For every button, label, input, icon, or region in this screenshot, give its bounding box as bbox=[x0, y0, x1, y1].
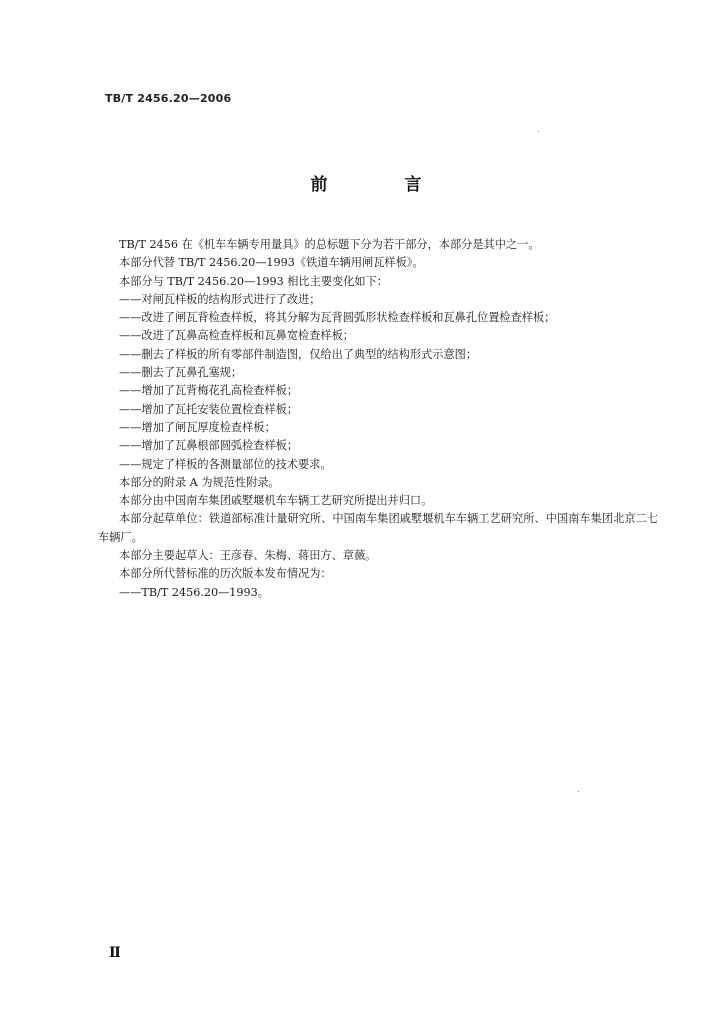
foreword-title: 前 言 bbox=[310, 175, 452, 195]
change-item: ——增加了闸瓦厚度检查样板； bbox=[119, 420, 276, 434]
change-item: ——增加了瓦托安装位置检查样板； bbox=[119, 402, 299, 416]
scan-speck bbox=[538, 131, 539, 132]
change-item: ——改进了闸瓦背检查样板，将其分解为瓦背圆弧形状检查样板和瓦鼻孔位置检查样板； bbox=[119, 311, 556, 325]
paragraph-intro: TB/T 2456 在《机车车辆专用量具》的总标题下分为若干部分，本部分是其中之一。 bbox=[119, 238, 540, 251]
change-item: ——删去了瓦鼻孔塞规； bbox=[119, 366, 243, 380]
paragraph-changes-heading: 本部分与 TB/T 2456.20—1993 相比主要变化如下： bbox=[119, 274, 388, 288]
standard-code: TB/T 2456.20—2006 bbox=[105, 92, 232, 105]
paragraph-history-heading: 本部分所代替标准的历次版本发布情况为： bbox=[119, 567, 332, 581]
change-item: ——增加了瓦背梅花孔高检查样板； bbox=[119, 384, 299, 398]
page-number: Ⅱ bbox=[109, 945, 121, 961]
change-item: ——对闸瓦样板的结构形式进行了改进； bbox=[119, 292, 321, 306]
change-item: ——增加了瓦鼻根部圆弧检查样板； bbox=[119, 439, 299, 453]
change-item: ——删去了样板的所有零部件制造图，仅给出了典型的结构形式示意图； bbox=[119, 347, 478, 361]
scan-speck bbox=[578, 791, 579, 792]
paragraph-proposer: 本部分由中国南车集团戚墅堰机车车辆工艺研究所提出并归口。 bbox=[119, 494, 433, 508]
foreword-body bbox=[98, 236, 658, 602]
change-item: ——规定了样板的各测量部位的技术要求。 bbox=[119, 457, 332, 471]
paragraph-replaces: 本部分代替 TB/T 2456.20—1993《铁道车辆用闸瓦样板》。 bbox=[119, 256, 424, 270]
paragraph-drafting-units: 本部分起草单位：铁道部标准计量研究所、中国南车集团戚墅堰机车车辆工艺研究所、中国南车集团北京二七车辆厂。 bbox=[98, 512, 658, 544]
paragraph-appendix: 本部分的附录 A 为规范性附录。 bbox=[119, 475, 280, 489]
paragraph-drafters: 本部分主要起草人：王彦春、朱梅、蒋田方、章薇。 bbox=[119, 549, 377, 563]
history-item: ——TB/T 2456.20—1993。 bbox=[119, 585, 269, 599]
change-item: ——改进了瓦鼻高检查样板和瓦鼻宽检查样板； bbox=[119, 329, 354, 343]
